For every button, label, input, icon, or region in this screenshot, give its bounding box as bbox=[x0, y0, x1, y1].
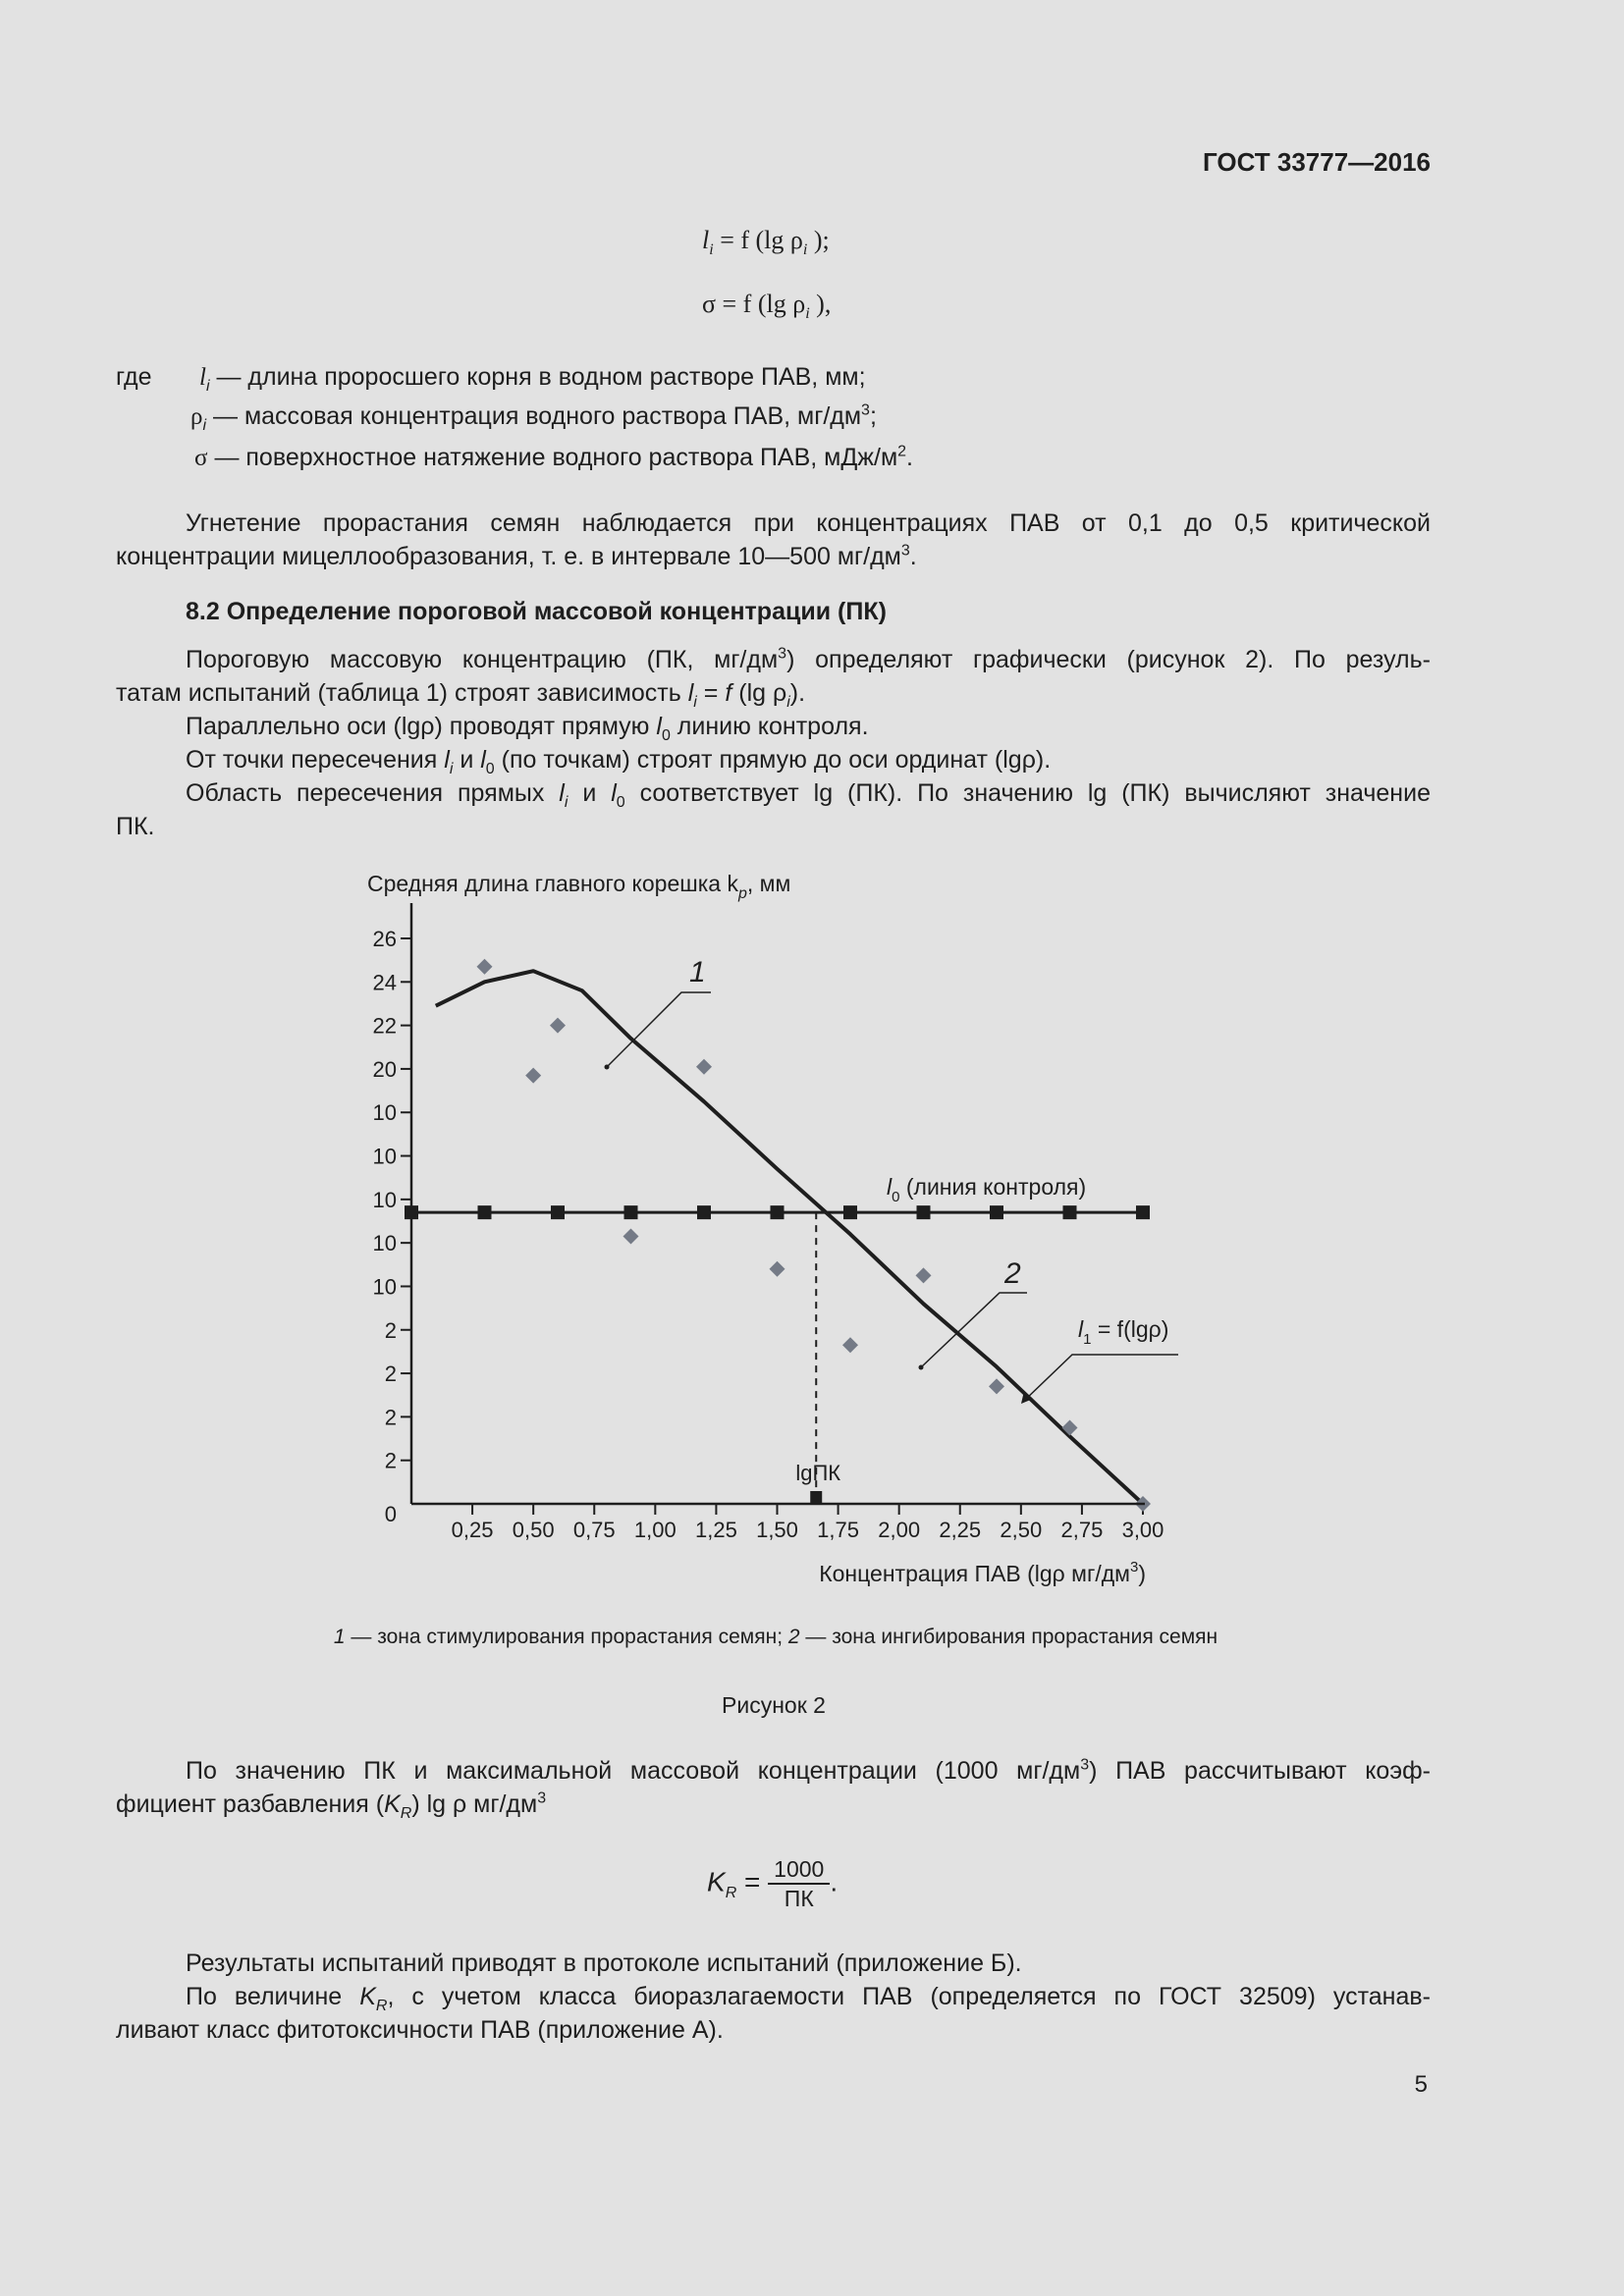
x-axis-label: Концентрация ПАВ (lgρ $мг/дм^3$) bbox=[819, 1559, 1146, 1586]
paragraph-line: татам испытаний (таблица 1) строят зависимость $l_i = f$ (lg $\rho_i$). bbox=[116, 679, 806, 711]
figure-legend: 1 — зона стимулирования прорастания семян; 2 — зона ингибирования прорастания семян bbox=[333, 1626, 1218, 1648]
x-tick-label: 2,25 bbox=[939, 1518, 982, 1542]
control-marker bbox=[990, 1205, 1003, 1219]
control-marker bbox=[551, 1205, 565, 1219]
x-tick-label: 2,75 bbox=[1060, 1518, 1104, 1542]
paragraph-line: концентрации мицеллообразования, т. е. в интервале 10—500 $мг/дм^3$. bbox=[116, 542, 917, 570]
formula-l: $l_i = f$ (lg $\rho_i$ ); bbox=[702, 226, 830, 259]
zone-2-leader bbox=[921, 1293, 1027, 1367]
y-tick-label: 10 bbox=[372, 1144, 397, 1169]
x-tick-label: 2,50 bbox=[1000, 1518, 1043, 1542]
pk-marker bbox=[810, 1491, 822, 1503]
formula-kr: $K_R$ = $\frac{1000}{ПК}$ . bbox=[707, 1856, 839, 1911]
y-tick-label: 2 bbox=[384, 1405, 397, 1430]
y-tick-label: 0 bbox=[384, 1502, 397, 1526]
y-tick-label: 10 bbox=[372, 1187, 397, 1212]
x-tick-label: 1,25 bbox=[695, 1518, 737, 1542]
control-line-label: $l_0$ (линия контроля) bbox=[887, 1174, 1087, 1205]
paragraph-line: По значению ПК и максимальной массовой концентрации (1000 $мг/дм^3$) ПАВ рассчитывают коэф- bbox=[186, 1756, 1431, 1785]
figure-2-chart bbox=[334, 854, 1218, 1600]
page-header bbox=[1080, 147, 1431, 178]
zone-1-label: 1 bbox=[689, 956, 706, 988]
data-point bbox=[989, 1378, 1004, 1394]
y-tick-label: 24 bbox=[372, 970, 397, 995]
x-tick-label: 3,00 bbox=[1121, 1518, 1164, 1542]
paragraph-line: ПК. bbox=[116, 813, 155, 840]
y-tick-label: 2 bbox=[384, 1448, 397, 1473]
paragraph-dilution bbox=[116, 1754, 1431, 1821]
data-point bbox=[842, 1337, 858, 1353]
data-point bbox=[770, 1261, 785, 1277]
data-point bbox=[623, 1229, 639, 1245]
y-tick-label: 10 bbox=[372, 1274, 397, 1300]
where-item-2: $\rho_i$ — массовая концентрация водного раствора ПАВ, $мг/дм^3$; bbox=[190, 401, 877, 434]
where-item-3: σ — поверхностное натяжение водного раствора ПАВ, мДж/$м^2$. bbox=[194, 443, 913, 471]
x-tick-label: 1,50 bbox=[756, 1518, 798, 1542]
control-marker bbox=[1063, 1205, 1077, 1219]
control-marker bbox=[771, 1205, 785, 1219]
y-tick-label: 22 bbox=[372, 1013, 397, 1039]
control-marker bbox=[697, 1205, 711, 1219]
curve-leader bbox=[1024, 1355, 1178, 1401]
data-point bbox=[477, 959, 493, 975]
data-point bbox=[550, 1018, 566, 1034]
paragraph-area: Область пересечения прямых $l_i$ и $l_0$ соответствует lg (ПК). По значению lg (ПК) вычисляют значение bbox=[186, 779, 1431, 811]
data-point bbox=[525, 1068, 541, 1084]
paragraph-pk bbox=[116, 643, 1431, 843]
control-marker bbox=[917, 1205, 931, 1219]
pk-label: lgПК bbox=[795, 1461, 841, 1485]
control-marker bbox=[478, 1205, 492, 1219]
data-point bbox=[916, 1267, 932, 1283]
paragraph-results bbox=[116, 1947, 1431, 2047]
paragraph-parallel: Параллельно оси (lgρ) проводят прямую $l_0$ линию контроля. bbox=[186, 713, 869, 744]
paragraph-line: Пороговую массовую концентрацию (ПК, $мг/дм^3$) определяют графически (рисунок 2). По резуль- bbox=[186, 645, 1431, 673]
standard-number: ГОСТ 33777—2016 bbox=[1203, 147, 1431, 177]
y-tick-label: 10 bbox=[372, 1231, 397, 1256]
data-point bbox=[696, 1059, 712, 1075]
where-label: где bbox=[116, 363, 152, 391]
x-tick-label: 0,75 bbox=[572, 1518, 616, 1542]
x-tick-label: 0,50 bbox=[512, 1518, 555, 1542]
section-heading: 8.2 Определение пороговой массовой концентрации (ПК) bbox=[186, 598, 887, 625]
paragraph-line: По величине $K_R$, с учетом класса биоразлагаемости ПАВ (определяется по ГОСТ 32509) устанав- bbox=[186, 1983, 1432, 2014]
control-marker bbox=[843, 1205, 857, 1219]
formula-sigma: σ = f (lg $\rho_i$ ), bbox=[702, 290, 832, 323]
zone-2-dot bbox=[919, 1365, 924, 1370]
x-tick-label: 2,00 bbox=[878, 1518, 921, 1542]
paragraph-line: фициент разбавления $(K_R)$ lg ρ $мг/дм^3$ bbox=[116, 1789, 547, 1822]
zone-2-label: 2 bbox=[1004, 1257, 1021, 1290]
control-marker bbox=[624, 1205, 638, 1219]
paragraph-line: ливают класс фитотоксичности ПАВ (приложение А). bbox=[116, 2016, 724, 2044]
page-number: 5 bbox=[1414, 2071, 1428, 2098]
paragraph-line: Угнетение прорастания семян наблюдается при концентрациях ПАВ от 0,1 до 0,5 критической bbox=[186, 509, 1431, 537]
x-tick-label: 1,75 bbox=[817, 1518, 859, 1542]
y-tick-label: 26 bbox=[372, 927, 397, 951]
chart-title: Средняя длина главного корешка $k_p$, мм bbox=[367, 871, 791, 902]
paragraph-line: Результаты испытаний приводят в протоколе испытаний (приложение Б). bbox=[186, 1949, 1022, 1977]
y-tick-label: 2 bbox=[384, 1362, 397, 1387]
figure-caption: Рисунок 2 bbox=[722, 1692, 826, 1718]
y-tick-label: 10 bbox=[372, 1100, 397, 1126]
y-tick-label: 2 bbox=[384, 1317, 397, 1343]
curve-label: $l_1 = f(\lg\rho)$ bbox=[1078, 1316, 1169, 1348]
y-tick-label: 20 bbox=[372, 1056, 397, 1082]
zone-1-dot bbox=[605, 1065, 610, 1070]
x-tick-label: 0,25 bbox=[451, 1518, 494, 1542]
curve-l1 bbox=[436, 971, 1143, 1504]
x-tick-label: 1,00 bbox=[633, 1518, 677, 1542]
control-marker bbox=[1136, 1205, 1150, 1219]
where-item-1: $l_i$ — длина проросшего корня в водном растворе ПАВ, мм; bbox=[199, 363, 866, 395]
paragraph-inhibition bbox=[116, 507, 1431, 573]
paragraph-intersection: От точки пересечения $l_i$ и $l_0$ (по точкам) строят прямую до оси ординат (lgρ). bbox=[186, 746, 1052, 777]
